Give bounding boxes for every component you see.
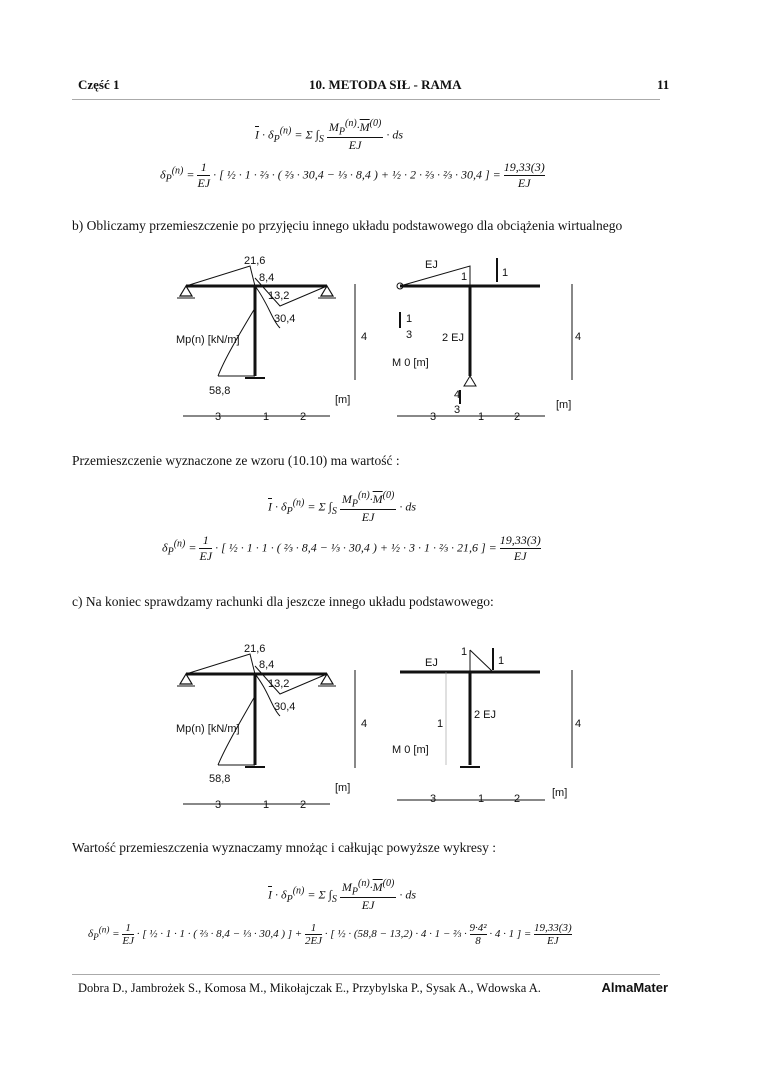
label-2ej: 2 EJ: [442, 332, 465, 344]
section-mid-text: Przemieszczenie wyznaczone ze wzoru (10.10) ma wartość :: [72, 453, 400, 468]
footer-authors: Dobra D., Jambrożek S., Komosa M., Mikołajczak E., Przybylska P., Sysak A., Wdowska A.: [78, 981, 541, 995]
header-page-number: 11: [657, 77, 670, 92]
footer-brand: AlmaMater: [601, 980, 668, 995]
label-1a: 1: [461, 271, 468, 283]
height-4-right: 4: [575, 331, 582, 343]
unit-m: [m]: [335, 394, 351, 406]
header-part: Część 1: [78, 77, 120, 92]
section-c-text: c) Na koniec sprawdzamy rachunki dla jeszcze innego układu podstawowego:: [72, 594, 494, 609]
general-formula-2: $\overline{I} \cdot \delta_P^{(n)} = \Sigma$ $\int_S$ $\frac{M_P^{(n)}\cdot\overline{M}^{(0)}}{EJ}$ · ds: [268, 490, 416, 525]
value-13-2: 13,2: [268, 290, 290, 302]
label-3: 3: [406, 329, 413, 341]
svg-text:M 0 [m]: M 0 [m]: [392, 744, 429, 756]
diagram-b: [0, 248, 760, 438]
footer-rule: [72, 974, 660, 975]
label-ej: EJ: [425, 259, 438, 271]
svg-text:2: 2: [514, 793, 521, 805]
section-b-text: b) Obliczamy przemieszczenie po przyjęciu innego układu podstawowego dla obciążenia wirtualnego: [72, 218, 623, 233]
svg-text:[m]: [m]: [335, 782, 351, 794]
svg-text:[m]: [m]: [556, 399, 572, 411]
svg-text:1: 1: [263, 799, 270, 811]
svg-text:3: 3: [215, 799, 222, 811]
svg-text:Mp(n) [kN/m]: Mp(n) [kN/m]: [176, 723, 240, 735]
section-end-text: Wartość przemieszczenia wyznaczamy mnożąc i całkując powyższe wykresy :: [72, 840, 496, 855]
general-formula-1: $\overline{I} \cdot \delta_P^{(n)} = \Sigma$ $\int_S$ $\frac{M_P^{(n)}\cdot\overline{M}^{(0)}}{EJ}$ · ds: [255, 118, 403, 153]
value-58-8: 58,8: [209, 385, 231, 397]
svg-text:1: 1: [478, 411, 485, 423]
value-8-4: 8,4: [259, 272, 275, 284]
equation-2: $\delta_P^{(n)}$ = $\frac{1}{EJ}$ · [ ½ · 1 · 1 · ( ⅔ · 8,4 − ⅓ · 30,4 ) + ½ · 3 · 1 · ⅔ · 21,6 ] = $\frac{19,33(3)}{EJ}$: [162, 533, 541, 563]
label-3b: 3: [454, 404, 461, 416]
header-title: 10. METODA SIŁ - RAMA: [309, 77, 462, 92]
svg-text:4: 4: [361, 718, 368, 730]
equation-3: $\delta_P^{(n)}$ = $\frac{1}{EJ}$ · [ ½ · 1 · 1 · ( ⅔ · 8,4 − ⅓ · 30,4 ) ] + $\frac{1}{2EJ}$ · [ ½ · (58,8 − 13,2) · 4 · 1 − ⅔ · $\frac{\text{9·4²}}{8}$ · 4 · 1 ] = $\frac{19,33(3)}{EJ}$: [88, 922, 572, 947]
svg-text:2: 2: [300, 799, 307, 811]
svg-text:1: 1: [437, 718, 444, 730]
dim-2: 2: [300, 411, 307, 423]
equation-1: $\delta_P^{(n)}$ = $\frac{1}{EJ}$ · [ ½ · 1 · ⅔ · ( ⅔ · 30,4 − ⅓ · 8,4 ) + ½ · 2 · ⅔ · ⅔ · 30,4 ] = $\frac{19,33(3)}{EJ}$: [160, 160, 545, 190]
moment-label: Mp(n) [kN/m]: [176, 334, 240, 346]
dim-3: 3: [215, 411, 222, 423]
svg-text:EJ: EJ: [425, 657, 438, 669]
value-21-6: 21,6: [244, 255, 266, 267]
label-1b: 1: [502, 267, 509, 279]
dim-1: 1: [263, 411, 270, 423]
value-30-4: 30,4: [274, 313, 296, 325]
m0-label: M 0 [m]: [392, 357, 429, 369]
svg-text:1: 1: [498, 655, 505, 667]
header-rule: [72, 99, 660, 100]
diagram-c: [0, 640, 760, 820]
label-1c: 1: [406, 313, 413, 325]
svg-text:58,8: 58,8: [209, 773, 231, 785]
height-4: 4: [361, 331, 368, 343]
svg-text:4: 4: [575, 718, 582, 730]
svg-text:[m]: [m]: [552, 787, 568, 799]
svg-text:2: 2: [514, 411, 521, 423]
svg-text:3: 3: [430, 793, 437, 805]
svg-text:1: 1: [478, 793, 485, 805]
label-4: 4: [454, 389, 461, 401]
svg-text:8,4: 8,4: [259, 659, 275, 671]
svg-text:1: 1: [461, 646, 468, 658]
svg-text:3: 3: [430, 411, 437, 423]
svg-text:13,2: 13,2: [268, 678, 290, 690]
svg-text:2 EJ: 2 EJ: [474, 709, 497, 721]
svg-text:21,6: 21,6: [244, 643, 266, 655]
svg-text:30,4: 30,4: [274, 701, 296, 713]
general-formula-3: $\overline{I} \cdot \delta_P^{(n)} = \Sigma$ $\int_S$ $\frac{M_P^{(n)}\cdot\overline{M}^{(0)}}{EJ}$ · ds: [268, 878, 416, 913]
